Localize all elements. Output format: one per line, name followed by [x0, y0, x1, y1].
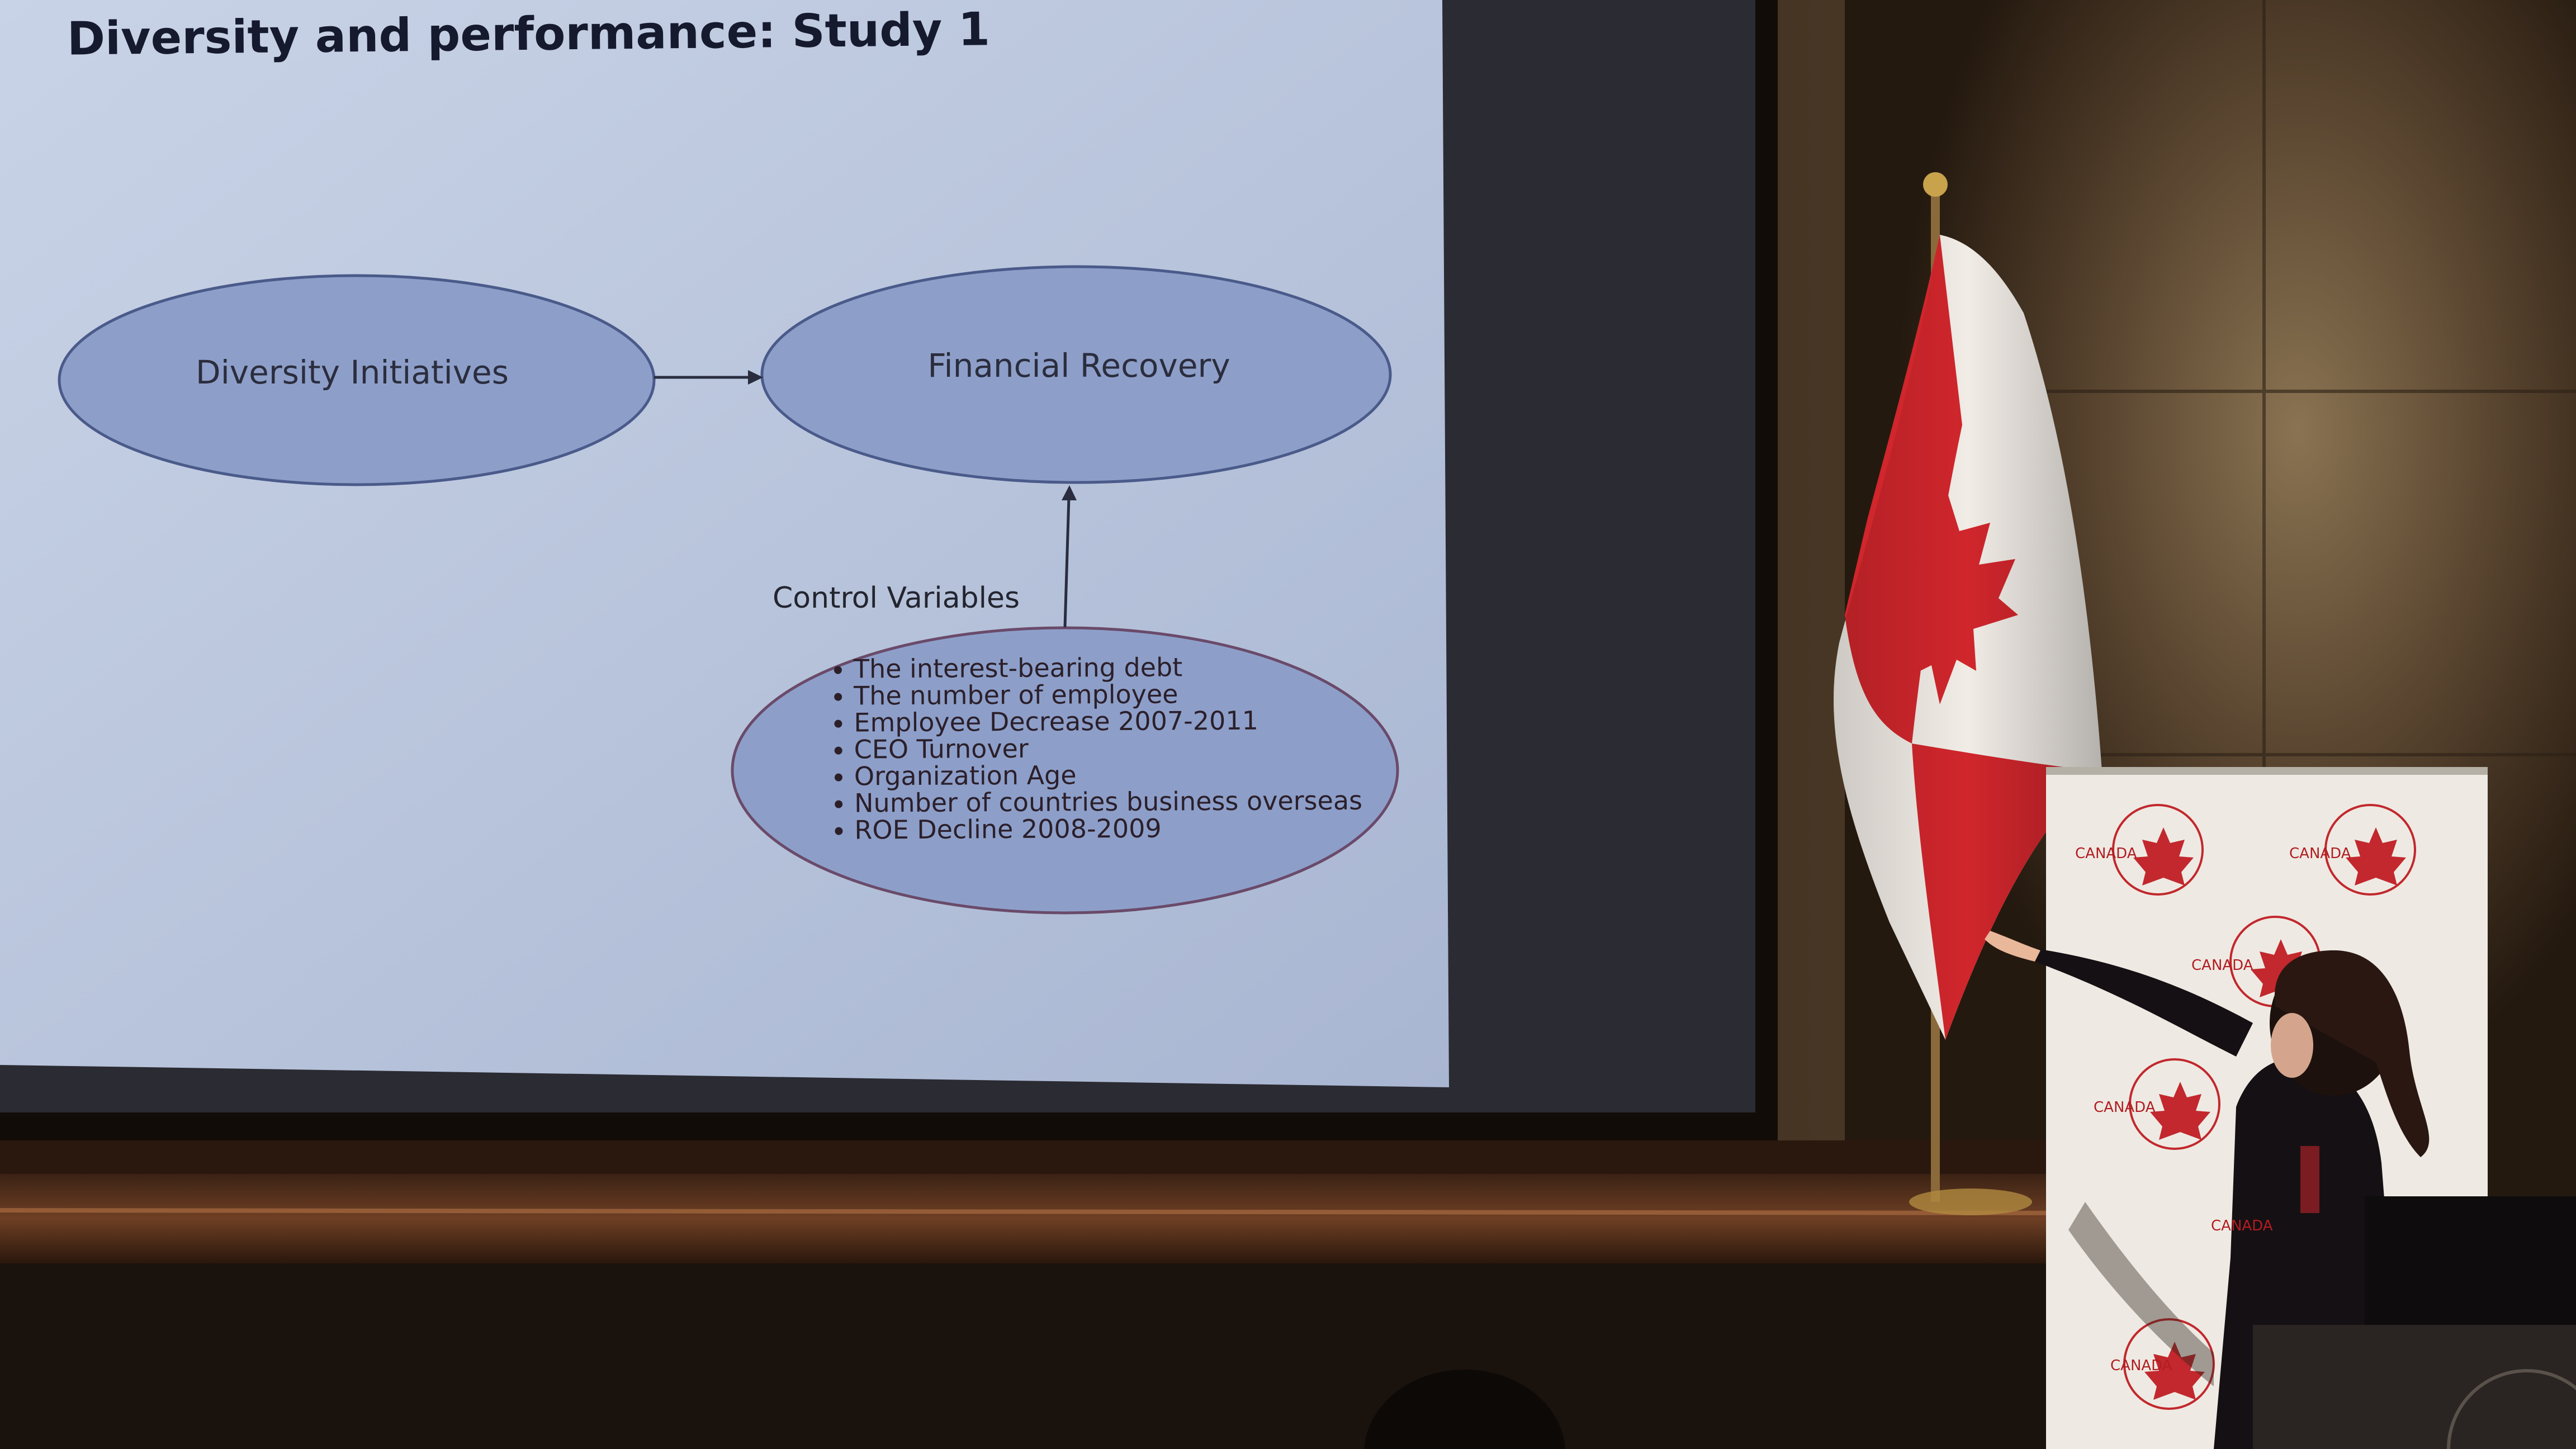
control-item: • The number of employee	[854, 679, 1413, 709]
banner-logo-text: CANADA	[2289, 845, 2351, 862]
control-variables-list	[827, 652, 1414, 912]
presentation-slide	[0, 0, 1449, 1087]
control-item: • Number of countries business overseas	[854, 787, 1413, 816]
control-item: • Organization Age	[854, 760, 1413, 789]
control-item: • The interest-bearing debt	[854, 652, 1413, 682]
banner-logo-text: CANADA	[2191, 957, 2253, 974]
control-item: • CEO Turnover	[854, 733, 1413, 763]
financial-recovery-label: Financial Recovery	[927, 347, 1230, 385]
banner-logo-text: CANADA	[2075, 845, 2137, 862]
slide-title: Diversity and performance: Study 1	[67, 3, 991, 66]
banner-logo-text: CANADA	[2211, 1218, 2273, 1234]
banner-logo-text: CANADA	[2094, 1099, 2156, 1116]
diversity-initiatives-label: Diversity Initiatives	[196, 353, 509, 391]
control-item: • Employee Decrease 2007-2011	[854, 706, 1413, 736]
stage-edge	[0, 1174, 2091, 1263]
banner-logo-text: CANADA	[2110, 1357, 2172, 1374]
control-variables-label: Control Variables	[773, 581, 1020, 615]
laptop	[2365, 1196, 2576, 1336]
podium	[2253, 1325, 2576, 1449]
control-item: • ROE Decline 2008-2009	[854, 813, 1413, 843]
